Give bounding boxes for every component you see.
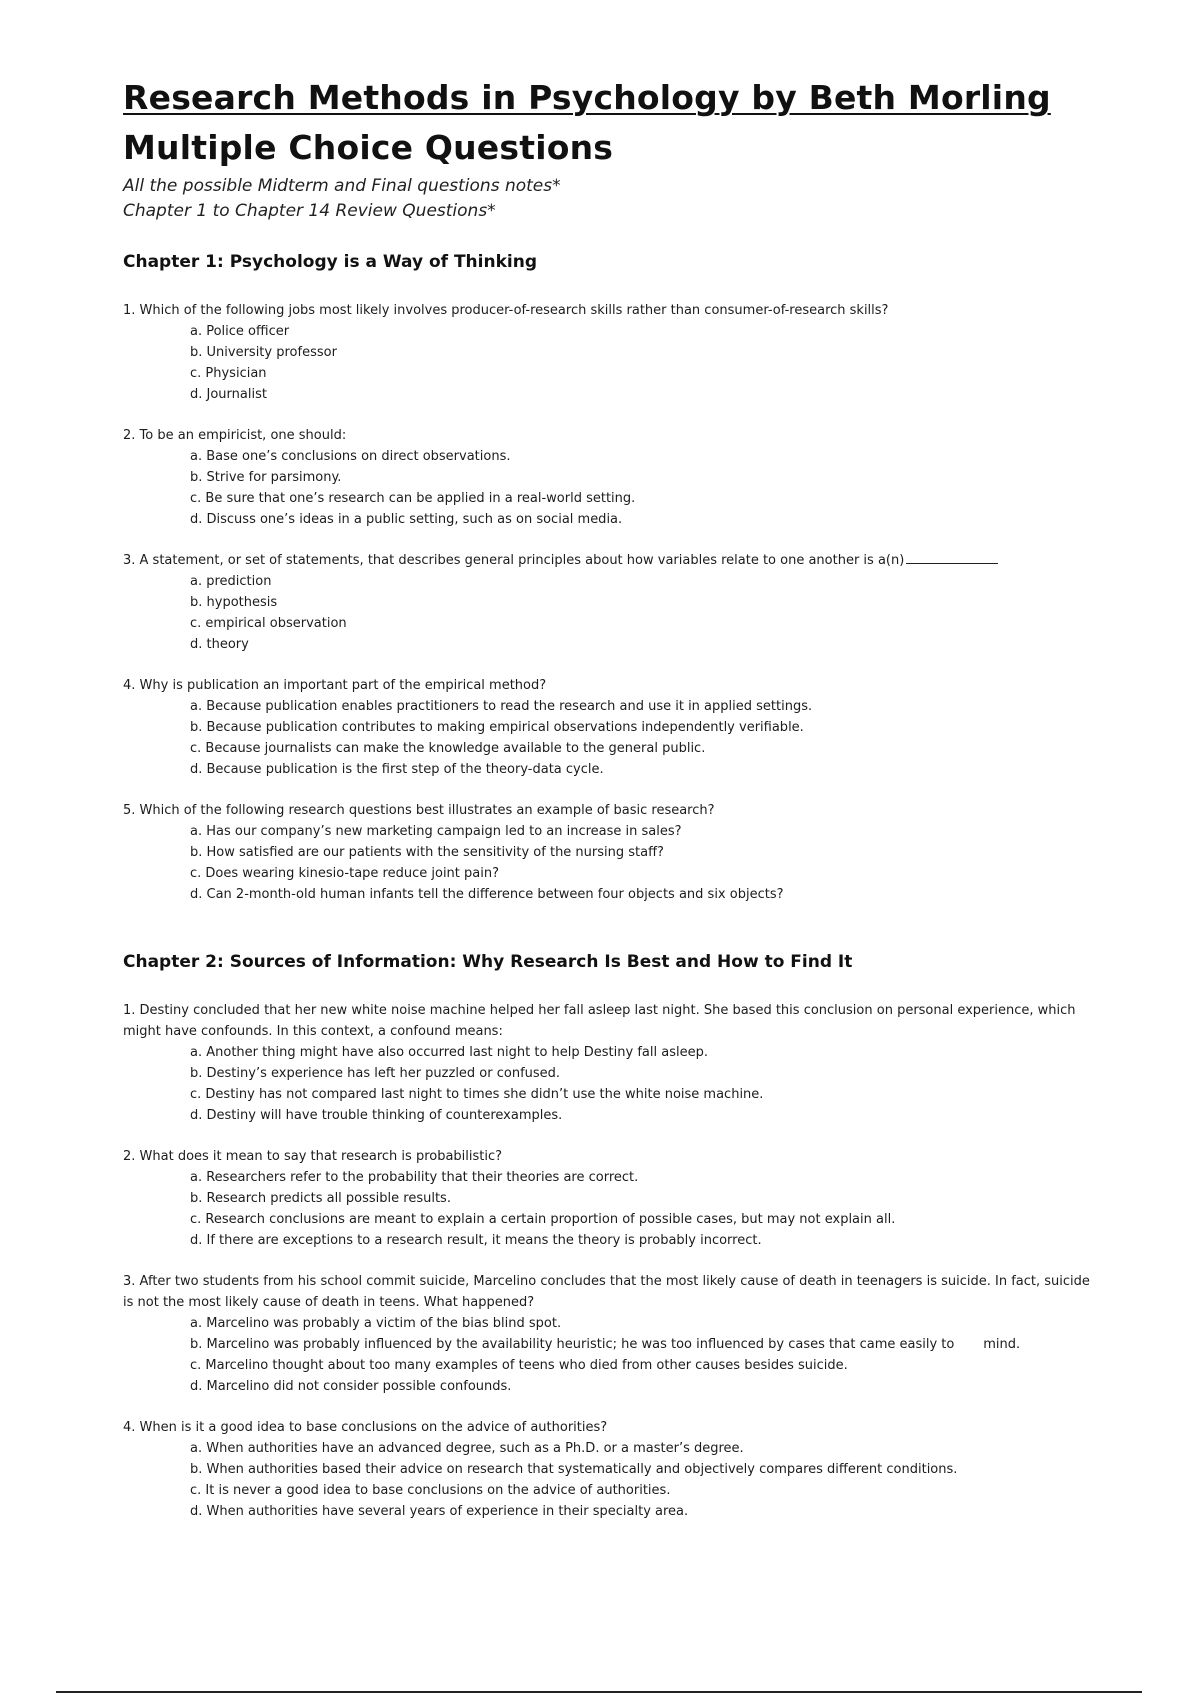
answer-option: c. empirical observation	[190, 616, 347, 631]
question-block	[123, 1000, 1093, 1126]
answer-option: c. Destiny has not compared last night to times she didn’t use the white noise machine.	[190, 1087, 764, 1102]
answer-option: a. Police officer	[190, 324, 290, 339]
document-note-2: Chapter 1 to Chapter 14 Review Questions*	[123, 201, 496, 221]
question-block	[123, 300, 1093, 405]
answer-option: c. Because journalists can make the knowledge available to the general public.	[190, 741, 706, 756]
answer-option: d. theory	[190, 637, 249, 652]
answer-option: d. Destiny will have trouble thinking of counterexamples.	[190, 1108, 563, 1123]
fill-in-blank	[906, 551, 998, 564]
answer-option: b. Destiny’s experience has left her puzzled or confused.	[190, 1066, 561, 1081]
answer-option: d. When authorities have several years of experience in their specialty area.	[190, 1504, 689, 1519]
document-title: Research Methods in Psychology by Beth Morling	[123, 78, 1051, 117]
footer-rule	[56, 1691, 1142, 1693]
answer-option: d. Discuss one’s ideas in a public setting, such as on social media.	[190, 512, 623, 527]
question-block	[123, 675, 1093, 780]
answer-option: d. Because publication is the first step of the theory-data cycle.	[190, 762, 604, 777]
question-stem: 2. To be an empiricist, one should:	[123, 428, 347, 443]
question-block	[123, 425, 1093, 530]
answer-option: b. University professor	[190, 345, 337, 360]
answer-option: a. Has our company’s new marketing campaign led to an increase in sales?	[190, 824, 682, 839]
answer-option: b. Because publication contributes to making empirical observations independently verifiable.	[190, 720, 804, 735]
question-stem: 3. After two students from his school commit suicide, Marcelino concludes that the most likely cause of death in teenagers is suicide. In fact, suicide is not the most likely cause of death in teens. What happened?	[123, 1274, 1090, 1310]
question-block	[123, 1146, 1093, 1251]
answer-option: c. Does wearing kinesio-tape reduce joint pain?	[190, 866, 499, 881]
answer-option: d. Marcelino did not consider possible confounds.	[190, 1379, 512, 1394]
answer-option: d. If there are exceptions to a research result, it means the theory is probably incorrect.	[190, 1233, 762, 1248]
answer-option: a. Researchers refer to the probability that their theories are correct.	[190, 1170, 639, 1185]
question-block	[123, 550, 1093, 655]
answer-option: a. Another thing might have also occurred last night to help Destiny fall asleep.	[190, 1045, 708, 1060]
answer-option: d. Journalist	[190, 387, 267, 402]
answer-option: b. hypothesis	[190, 595, 278, 610]
question-stem: 4. When is it a good idea to base conclusions on the advice of authorities?	[123, 1420, 608, 1435]
answer-option: a. When authorities have an advanced degree, such as a Ph.D. or a master’s degree.	[190, 1441, 744, 1456]
question-stem	[123, 550, 1093, 571]
answer-option: b. How satisfied are our patients with the sensitivity of the nursing staff?	[190, 845, 664, 860]
answer-option: d. Can 2-month-old human infants tell the difference between four objects and six objects?	[190, 887, 784, 902]
question-stem-text: 3. A statement, or set of statements, that describes general principles about how variables relate to one another is a(n)	[123, 553, 905, 568]
question-block	[123, 1417, 1093, 1522]
document-note-1: All the possible Midterm and Final questions notes*	[123, 176, 561, 196]
answer-option: a. prediction	[190, 574, 272, 589]
question-block	[123, 800, 1093, 905]
question-block	[123, 1271, 1093, 1397]
answer-option: c. Be sure that one’s research can be applied in a real-world setting.	[190, 491, 636, 506]
chapter-1-heading: Chapter 1: Psychology is a Way of Thinking	[123, 252, 537, 272]
answer-option: c. Physician	[190, 366, 267, 381]
answer-option: a. Marcelino was probably a victim of the bias blind spot.	[190, 1316, 562, 1331]
answer-option: c. Marcelino thought about too many examples of teens who died from other causes besides suicide.	[190, 1358, 848, 1373]
answer-option: b. Marcelino was probably influenced by the availability heuristic; he was too influenced by cases that came easily to mind.	[190, 1337, 1021, 1352]
question-stem: 5. Which of the following research questions best illustrates an example of basic research?	[123, 803, 715, 818]
answer-option: a. Base one’s conclusions on direct observations.	[190, 449, 511, 464]
question-stem: 1. Destiny concluded that her new white noise machine helped her fall asleep last night. She based this conclusion on personal experience, which might have confounds. In this context, a confound means:	[123, 1003, 1076, 1039]
question-stem: 4. Why is publication an important part of the empirical method?	[123, 678, 547, 693]
question-stem: 1. Which of the following jobs most likely involves producer-of-research skills rather than consumer-of-research skills?	[123, 303, 889, 318]
answer-option: b. Strive for parsimony.	[190, 470, 342, 485]
document-subtitle-heading: Multiple Choice Questions	[123, 128, 614, 167]
chapter-2-heading: Chapter 2: Sources of Information: Why Research Is Best and How to Find It	[123, 952, 853, 972]
question-stem: 2. What does it mean to say that research is probabilistic?	[123, 1149, 503, 1164]
answer-option: c. Research conclusions are meant to explain a certain proportion of possible cases, but may not explain all.	[190, 1212, 896, 1227]
answer-option: a. Because publication enables practitioners to read the research and use it in applied settings.	[190, 699, 813, 714]
answer-option: b. Research predicts all possible results.	[190, 1191, 451, 1206]
answer-option: c. It is never a good idea to base conclusions on the advice of authorities.	[190, 1483, 671, 1498]
answer-option: b. When authorities based their advice on research that systematically and objectively compares different conditions.	[190, 1462, 958, 1477]
